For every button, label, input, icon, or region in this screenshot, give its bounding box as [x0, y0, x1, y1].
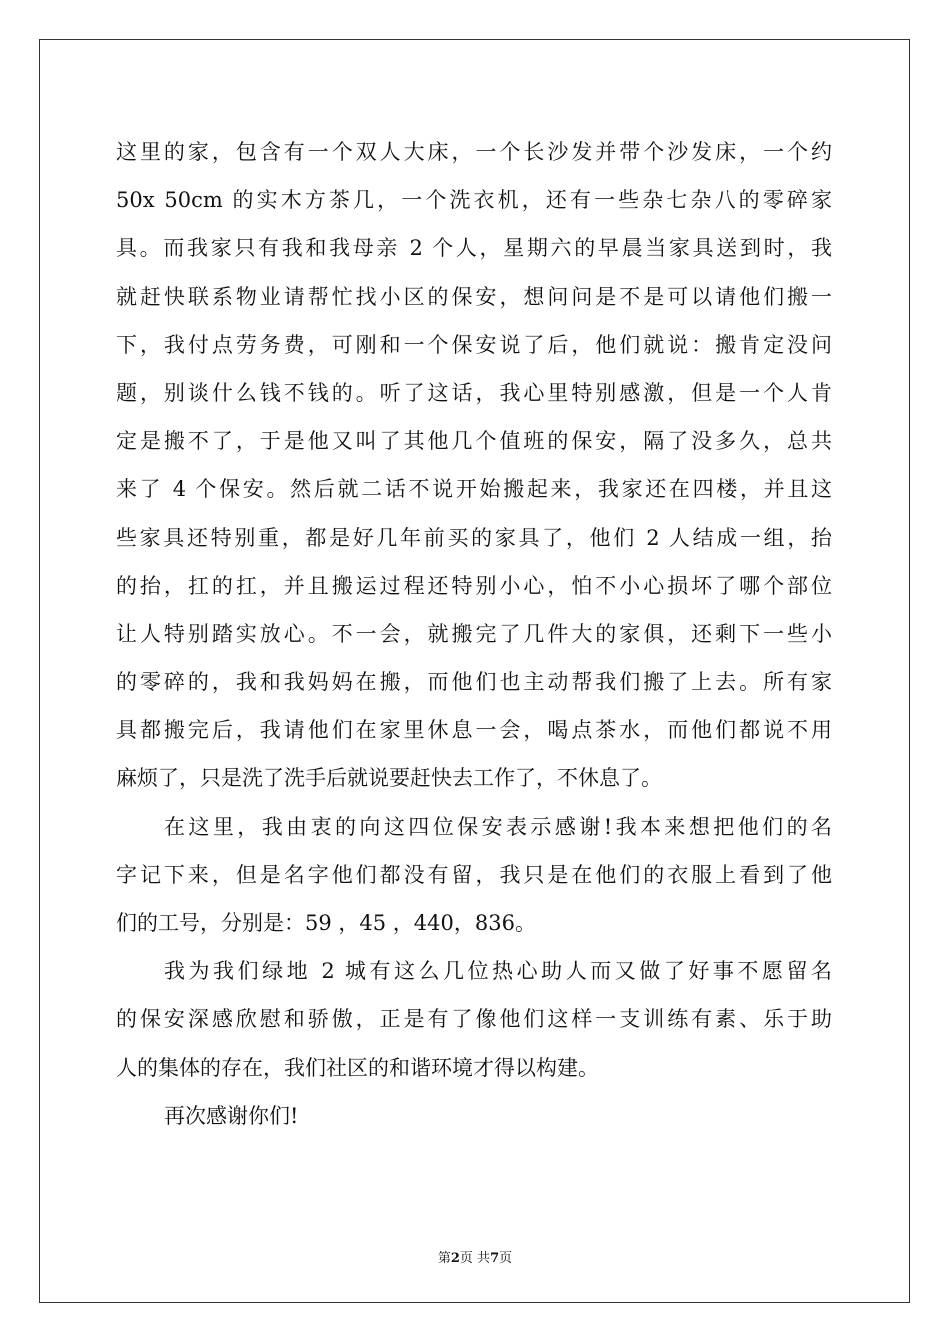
footer-middle: 页 共	[459, 1251, 491, 1266]
text-line: 定是搬不了，于是他又叫了其他几个值班的保安，隔了没多久，总共	[116, 429, 832, 454]
text-line: 具都搬完后，我请他们在家里休息一会，喝点茶水，而他们都说不用	[116, 718, 832, 743]
text-line: 麻烦了，只是洗了洗手后就说要赶快去工作了，不休息了。	[116, 766, 662, 791]
text-line: 题，别谈什么钱不钱的。听了这话，我心里特别感激，但是一个人肯	[116, 380, 832, 405]
text-line: 下，我付点劳务费，可刚和一个保安说了后，他们就说：搬肯定没问	[116, 332, 832, 357]
text-line: 来了 4 个保安。然后就二话不说开始搬起来，我家还在四楼，并且这	[116, 477, 832, 502]
text-line: 的零碎的，我和我妈妈在搬，而他们也主动帮我们搬了上去。所有家	[116, 670, 832, 695]
text-line: 们的工号，分别是：59 ，45 ，440，836。	[116, 911, 536, 935]
text-line: 我为我们绿地 2 城有这么几位热心助人而又做了好事不愿留名	[164, 959, 832, 984]
document-body	[116, 128, 832, 1140]
text-line: 的抬，扛的扛，并且搬运过程还特别小心，怕不小心损坏了哪个部位	[116, 573, 832, 598]
text-line: 再次感谢你们!	[164, 1103, 299, 1128]
footer-current-page: 2	[450, 1251, 460, 1266]
text-line: 些家具还特别重，都是好几年前买的家具了，他们 2 人结成一组，抬	[116, 525, 832, 550]
text-line: 的保安深感欣慰和骄傲，正是有了像他们这样一支训练有素、乐于助	[116, 1007, 832, 1032]
text-line: 这里的家，包含有一个双人大床，一个长沙发并带个沙发床，一个约	[116, 140, 832, 164]
footer-total-pages: 7	[490, 1251, 500, 1266]
text-line: 字记下来，但是名字他们都没有留，我只是在他们的衣服上看到了他	[116, 862, 832, 887]
text-line: 让人特别踏实放心。不一会，就搬完了几件大的家俱，还剩下一些小	[116, 621, 832, 646]
text-line: 人的集体的存在，我们社区的和谐环境才得以构建。	[116, 1055, 599, 1080]
footer-prefix: 第	[437, 1251, 451, 1266]
text-line: 50x 50cm 的实木方茶几，一个洗衣机，还有一些杂七杂八的零碎家	[116, 188, 832, 213]
footer-suffix: 页	[499, 1251, 513, 1266]
text-line: 就赶快联系物业请帮忙找小区的保安，想问问是不是可以请他们搬一	[116, 284, 832, 309]
text-line: 在这里，我由衷的向这四位保安表示感谢!我本来想把他们的名	[164, 814, 832, 839]
text-line: 具。而我家只有我和我母亲 2 个人，星期六的早晨当家具送到时，我	[116, 236, 832, 261]
page-footer	[0, 1247, 950, 1266]
